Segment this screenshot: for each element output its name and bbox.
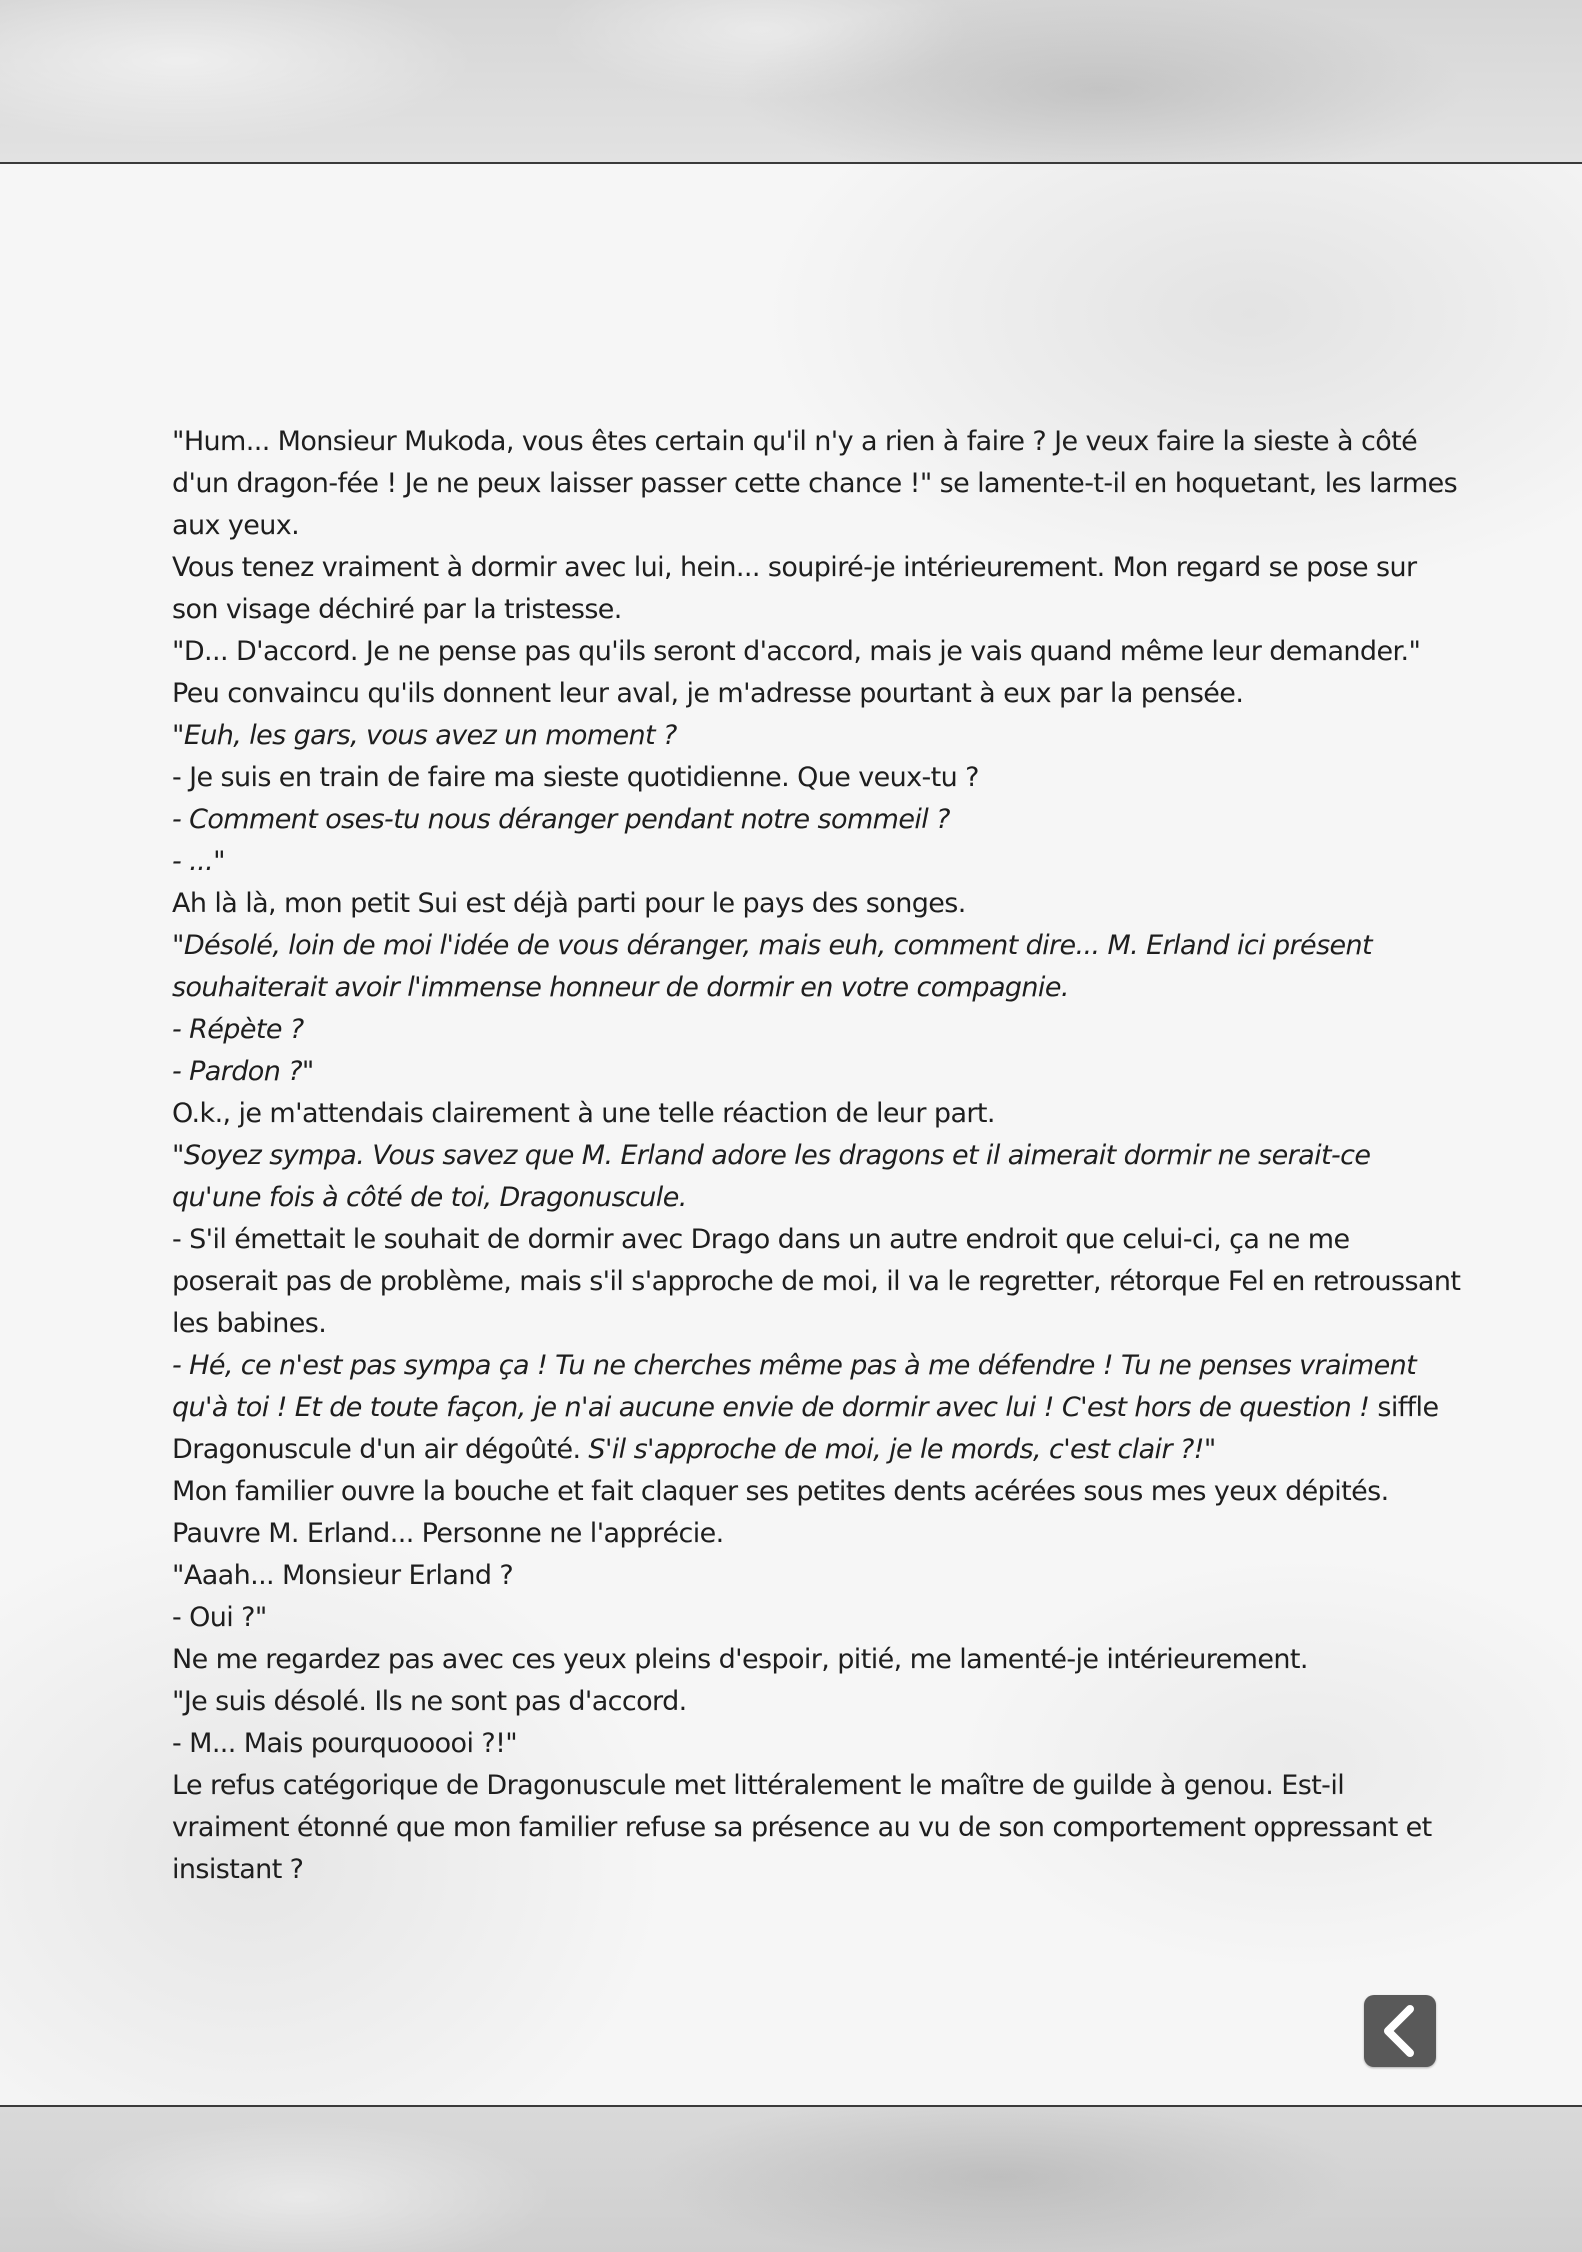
paragraph-2: Vous tenez vraiment à dormir avec lui, hein... soupiré-je intérieurement. Mon regard se pose sur son visage déchiré par la tristesse. (172, 552, 1417, 625)
paragraph-13: O.k., je m'attendais clairement à une telle réaction de leur part. (172, 1098, 995, 1129)
paragraph-4: Peu convaincu qu'ils donnent leur aval, je m'adresse pourtant à eux par la pensée. (172, 678, 1244, 709)
paragraph-16-part-3: S'il s'approche de moi, je le mords, c'est clair ?!" (588, 1434, 1216, 1465)
paragraph-23: Le refus catégorique de Dragonuscule met littéralement le maître de guilde à genou. Est-il vraiment étonné que mon familier refuse sa présence au vu de son comportement oppressant et insistant ? (172, 1770, 1432, 1885)
paragraph-14: "Soyez sympa. Vous savez que M. Erland adore les dragons et il aimerait dormir ne serait-ce qu'une fois à côté de toi, Dragonuscule. (172, 1140, 1371, 1213)
paragraph-18: "Aaah... Monsieur Erland ? (172, 1560, 514, 1591)
paragraph-20: Ne me regardez pas avec ces yeux pleins d'espoir, pitié, me lamenté-je intérieurement. (172, 1644, 1308, 1675)
paragraph-11: - Répète ? (172, 1014, 304, 1045)
paragraph-5: "Euh, les gars, vous avez un moment ? (172, 720, 677, 751)
paragraph-21: "Je suis désolé. Ils ne sont pas d'accord. (172, 1686, 687, 1717)
chevron-left-icon (1378, 2005, 1422, 2057)
back-button[interactable] (1364, 1995, 1436, 2067)
paragraph-3: "D... D'accord. Je ne pense pas qu'ils seront d'accord, mais je vais quand même leur demander." (172, 636, 1421, 667)
top-decorative-band (0, 0, 1582, 164)
paragraph-16 (172, 1345, 1462, 1471)
story-text (172, 421, 1462, 1891)
paragraph-6: - Je suis en train de faire ma sieste quotidienne. Que veux-tu ? (172, 762, 979, 793)
paragraph-16-part-1: - Hé, ce n'est pas sympa ça ! Tu ne cherches même pas à me défendre ! Tu ne penses vraiment qu'à toi ! Et de toute façon, je n'ai aucune envie de dormir avec lui ! C'est hors de question ! (172, 1350, 1417, 1423)
paragraph-8: - ..." (172, 846, 225, 877)
paragraph-19: - Oui ?" (172, 1602, 267, 1633)
paragraph-17: Mon familier ouvre la bouche et fait claquer ses petites dents acérées sous mes yeux dépités. Pauvre M. Erland... Personne ne l'apprécie. (172, 1476, 1389, 1549)
paragraph-16-part-2: siffle Dragonuscule d'un air dégoûté. (172, 1392, 1439, 1465)
bottom-decorative-band (0, 2105, 1582, 2252)
paragraph-22: - M... Mais pourquooooi ?!" (172, 1728, 518, 1759)
paragraph-15: - S'il émettait le souhait de dormir avec Drago dans un autre endroit que celui-ci, ça ne me poserait pas de problème, mais s'il s'approche de moi, il va le regretter, rétorque Fel en retroussant les babines. (172, 1224, 1461, 1339)
paragraph-1: "Hum... Monsieur Mukoda, vous êtes certain qu'il n'y a rien à faire ? Je veux faire la sieste à côté d'un dragon-fée ! Je ne peux laisser passer cette chance !" se lamente-t-il en hoquetant, les larmes aux yeux. (172, 426, 1458, 541)
paragraph-9: Ah là là, mon petit Sui est déjà parti pour le pays des songes. (172, 888, 966, 919)
paragraph-10: "Désolé, loin de moi l'idée de vous déranger, mais euh, comment dire... M. Erland ici présent souhaiterait avoir l'immense honneur de dormir en votre compagnie. (172, 930, 1373, 1003)
paragraph-7: - Comment oses-tu nous déranger pendant notre sommeil ? (172, 804, 950, 835)
paragraph-12: - Pardon ?" (172, 1056, 314, 1087)
